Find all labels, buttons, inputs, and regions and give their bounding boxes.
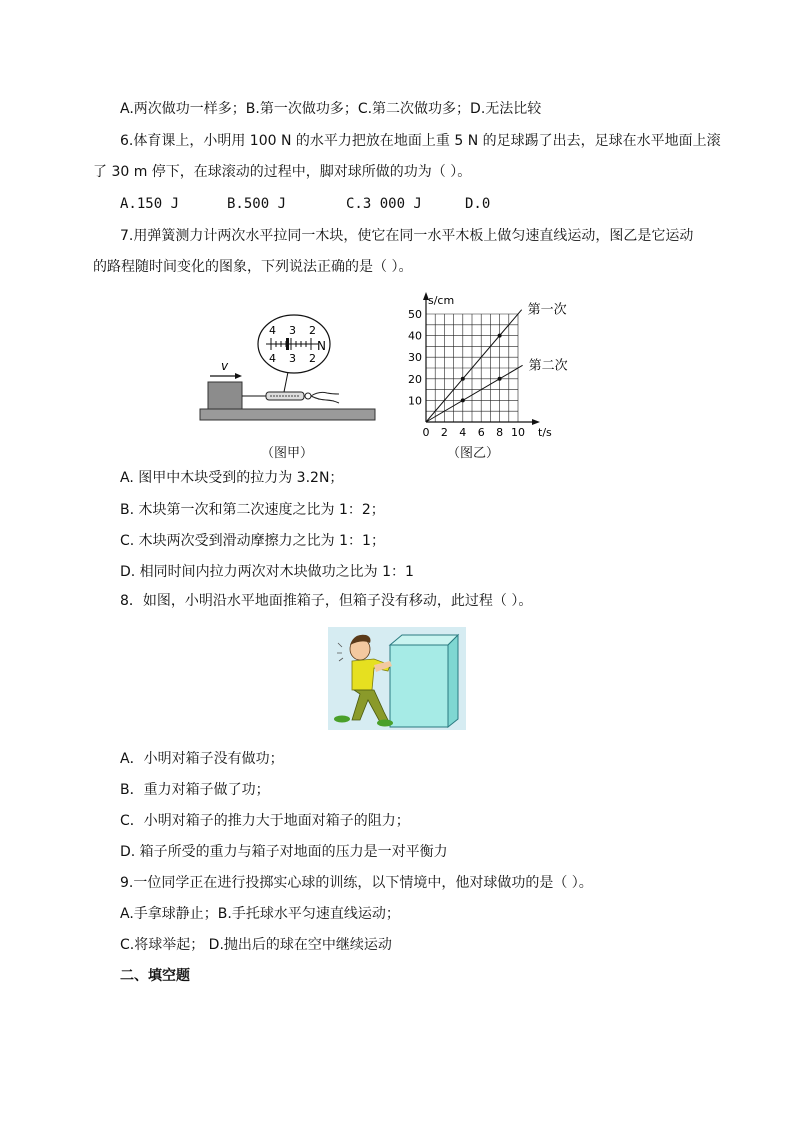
figure-a-caption: （图甲） (261, 446, 314, 461)
q7-stem-line2: 的路程随时间变化的图象，下列说法正确的是（ ）。 (93, 259, 413, 275)
scale-bottom-2: 2 (309, 352, 316, 365)
q7-option-b: B. 木块第一次和第二次速度之比为 1：2； (120, 502, 385, 518)
q6-option-d: D.0 (465, 196, 491, 212)
x-tick-label: 0 (422, 426, 430, 439)
q6-stem-line1: 6.体育课上，小明用 100 N 的水平力把放在地面上重 5 N 的足球踢了出去，足球在水平地面上滚 (120, 133, 721, 149)
wooden-board (200, 409, 375, 420)
series-point-2 (461, 398, 465, 402)
wooden-block (208, 382, 242, 409)
x-axis-label: t/s (538, 426, 552, 439)
scale-pointer (286, 338, 289, 350)
y-axis-label: s/cm (428, 294, 455, 307)
q8-option-b: B．重力对箱子做了功； (120, 782, 270, 798)
box-side (448, 635, 458, 727)
series-label-1: 第一次 (527, 302, 567, 318)
series-line-2 (426, 365, 523, 422)
series-point-1 (461, 377, 465, 381)
distance-time-chart (400, 291, 590, 441)
section-heading-fill-in: 二、填空题 (120, 968, 190, 984)
x-tick-label: 2 (440, 426, 448, 439)
x-tick-label: 10 (511, 426, 525, 439)
boy-pushing-box-illustration (328, 627, 466, 730)
box-top (390, 635, 458, 645)
hand-icon (311, 392, 339, 403)
scale-top-2: 2 (309, 324, 316, 337)
q8-option-a: A．小明对箱子没有做功； (120, 751, 284, 767)
q6-option-a: A.150 J (120, 196, 180, 212)
chart-labels (408, 294, 568, 439)
y-tick-label: 40 (408, 329, 422, 343)
scale-top-3: 3 (289, 324, 296, 337)
series-line-1 (426, 310, 522, 422)
x-axis-arrow-icon (532, 419, 540, 425)
chart-series (426, 310, 523, 422)
q8-option-c: C．小明对箱子的推力大于地面对箱子的阻力； (120, 813, 410, 829)
q9-options-ab: A.手拿球静止；B.手托球水平匀速直线运动； (120, 906, 400, 922)
scale-bottom-4: 4 (269, 352, 276, 365)
boy-shoe-right (377, 720, 393, 727)
x-tick-label: 4 (459, 426, 467, 439)
scale-top-4: 4 (269, 324, 276, 337)
figure-b-caption: （图乙） (447, 446, 500, 461)
q7-option-c: C. 木块两次受到滑动摩擦力之比为 1：1； (120, 533, 385, 549)
y-tick-label: 30 (408, 351, 422, 365)
figure-a-diagram (196, 296, 396, 426)
y-tick-label: 20 (408, 372, 422, 386)
velocity-label: v (221, 359, 229, 373)
velocity-arrow-icon (235, 373, 242, 379)
series-point-1 (498, 334, 502, 338)
series-label-2: 第二次 (528, 358, 568, 374)
q9-stem: 9.一位同学正在进行投掷实心球的训练，以下情境中，他对球做功的是（ ）。 (120, 875, 593, 891)
scale-unit: N (317, 339, 326, 353)
q6-stem-line2: 了 30 m 停下，在球滚动的过程中，脚对球所做的功为（ ）。 (93, 164, 472, 180)
x-tick-label: 8 (496, 426, 504, 439)
y-tick-label: 50 (408, 308, 422, 321)
q6-option-c: C.3 000 J (346, 196, 422, 212)
series-point-2 (498, 377, 502, 381)
q7-option-a: A. 图甲中木块受到的拉力为 3.2N； (120, 470, 344, 486)
q5-options: A.两次做功一样多；B.第一次做功多；C.第二次做功多；D.无法比较 (120, 101, 542, 117)
y-tick-label: 10 (408, 394, 422, 408)
q9-options-cd: C.将球举起； D.抛出后的球在空中继续运动 (120, 937, 392, 953)
x-tick-label: 6 (477, 426, 485, 439)
q7-option-d: D. 相同时间内拉力两次对木块做功之比为 1：1 (120, 564, 414, 580)
box-front (390, 645, 448, 727)
scale-bottom-3: 3 (289, 352, 296, 365)
q6-option-b: B.500 J (227, 196, 287, 212)
q8-stem: 8．如图，小明沿水平地面推箱子，但箱子没有移动，此过程（ ）。 (120, 593, 533, 609)
q8-option-d: D. 箱子所受的重力与箱子对地面的压力是一对平衡力 (120, 844, 448, 860)
q7-stem-line1: 7.用弹簧测力计两次水平拉同一木块，使它在同一水平木板上做匀速直线运动，图乙是它运动 (120, 228, 694, 244)
boy-shoe-left (334, 716, 350, 723)
